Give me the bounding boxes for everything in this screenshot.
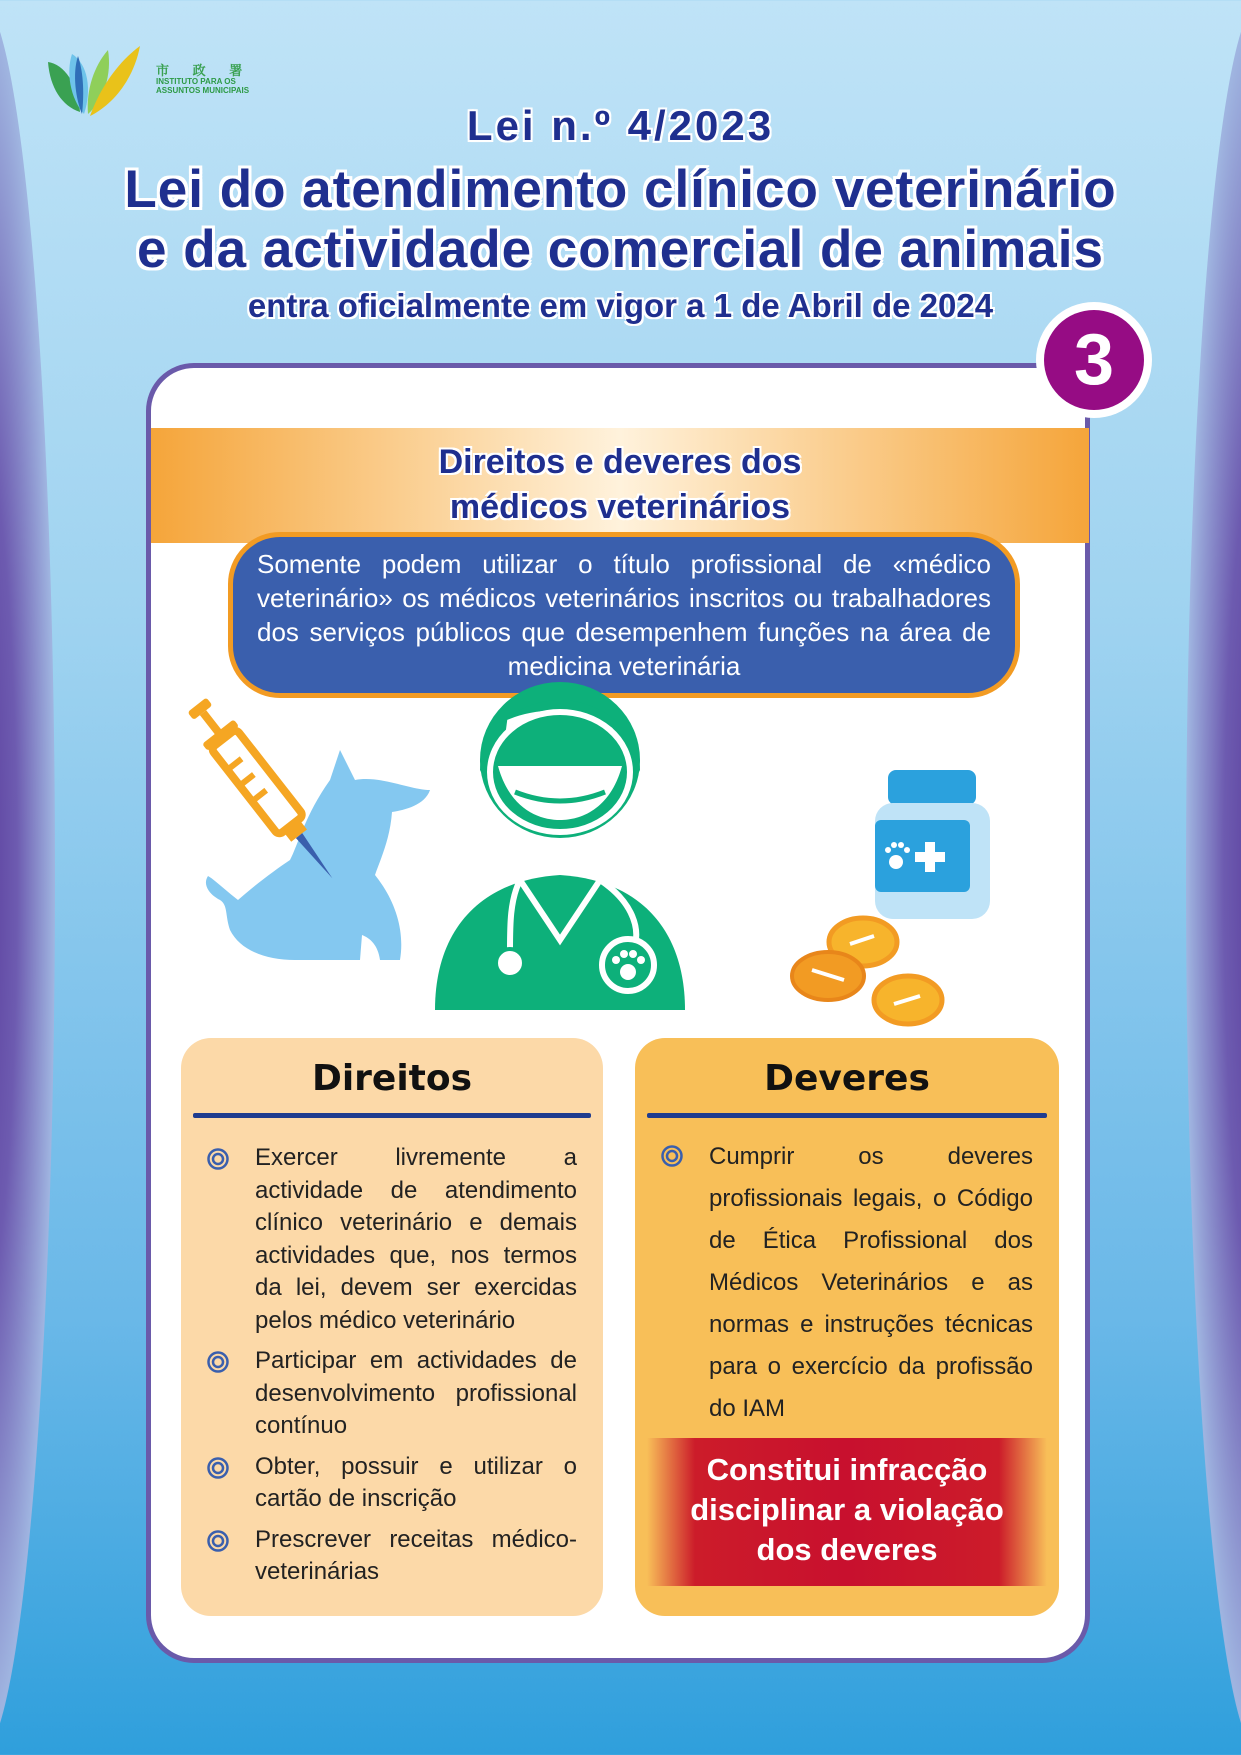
ring-bullet-icon bbox=[207, 1148, 229, 1170]
list-item bbox=[657, 1136, 1033, 1430]
medicine-bottle-icon bbox=[875, 770, 990, 919]
list-item bbox=[203, 1142, 577, 1337]
section-title-line-1: Direitos e deveres dos bbox=[438, 443, 802, 481]
warning-line-2: disciplinar a violação bbox=[690, 1492, 1004, 1527]
duties-panel bbox=[635, 1038, 1059, 1616]
logo-chinese-text: 市 政 署 bbox=[156, 63, 253, 78]
logo-text-line2: ASSUNTOS MUNICIPAIS bbox=[156, 86, 250, 95]
pills-icon bbox=[792, 918, 942, 1024]
title-line-1: Lei do atendimento clínico veterinário bbox=[124, 160, 1117, 219]
rights-title: Direitos bbox=[311, 1058, 473, 1099]
section-title-line-2: médicos veterinários bbox=[449, 488, 791, 526]
rights-divider bbox=[193, 1113, 591, 1118]
logo-text-line1: INSTITUTO PARA OS bbox=[156, 77, 236, 86]
warning-line-1: Constitui infracção bbox=[706, 1452, 988, 1487]
list-item bbox=[203, 1451, 577, 1516]
badge-number: 3 bbox=[1044, 310, 1144, 410]
disciplinary-warning bbox=[647, 1438, 1047, 1586]
rights-item-text: Obter, possuir e utilizar o cartão de inscrição bbox=[255, 1452, 577, 1512]
law-number: Lei n.º 4/2023 bbox=[466, 102, 775, 149]
rights-item-text: Participar em actividades de desenvolvimento profissional contínuo bbox=[255, 1347, 577, 1439]
effective-date-subtitle: entra oficialmente em vigor a 1 de Abril de 2024 bbox=[247, 287, 994, 324]
duties-list bbox=[657, 1136, 1033, 1438]
duties-divider bbox=[647, 1113, 1047, 1118]
ring-bullet-icon bbox=[207, 1351, 229, 1373]
professional-title-notice: Somente podem utilizar o título profissional de «médico veterinário» os médicos veterinários inscritos ou trabalhadores dos serviços públicos que desempenhem funções na área de medicina veterinária bbox=[228, 532, 1020, 698]
duties-item-text: Cumprir os deveres profissionais legais, o Código de Ética Profissional dos Médicos Veterinários e as normas e instruções técnicas para o exercício da profissão do IAM bbox=[709, 1143, 1033, 1422]
veterinarian-icon bbox=[435, 682, 685, 1010]
ring-bullet-icon bbox=[661, 1145, 683, 1167]
title-line-2: e da actividade comercial de animais bbox=[137, 220, 1104, 279]
list-item bbox=[203, 1345, 577, 1443]
rights-item-text: Prescrever receitas médico-veterinárias bbox=[255, 1525, 577, 1585]
rights-list bbox=[203, 1142, 577, 1597]
rights-item-text: Exercer livremente a actividade de atendimento clínico veterinário e demais actividades que, nos termos da lei, devem ser exercidas pelos médico veterinário bbox=[255, 1144, 577, 1334]
section-title bbox=[151, 440, 1089, 530]
veterinary-illustration bbox=[180, 680, 1060, 1030]
warning-line-3: dos deveres bbox=[756, 1532, 938, 1567]
rights-panel bbox=[181, 1038, 603, 1616]
duties-title: Deveres bbox=[764, 1058, 930, 1099]
ring-bullet-icon bbox=[207, 1457, 229, 1479]
page-number-badge bbox=[1036, 302, 1152, 418]
page-title bbox=[0, 160, 1241, 280]
ring-bullet-icon bbox=[207, 1530, 229, 1552]
list-item bbox=[203, 1524, 577, 1589]
